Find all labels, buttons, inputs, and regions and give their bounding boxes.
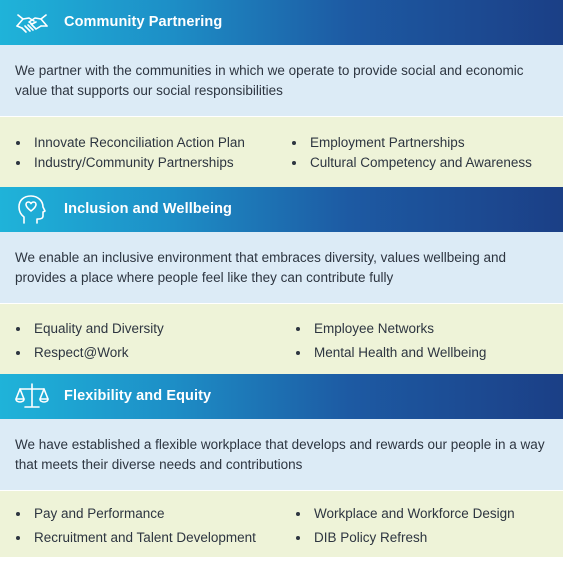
section-title: Flexibility and Equity: [64, 388, 212, 404]
section-bullets: [0, 304, 563, 374]
section-description: [0, 45, 563, 116]
bullet-list-left: [14, 133, 245, 173]
list-item: Recruitment and Talent Development: [14, 526, 256, 550]
section-community-partnering: [0, 0, 563, 187]
bullet-list-right: [294, 502, 515, 550]
list-item: Employee Networks: [294, 317, 486, 341]
list-item: Employment Partnerships: [290, 133, 532, 153]
head-heart-icon: [14, 193, 50, 225]
section-header: [0, 187, 563, 232]
bullet-list-right: [294, 317, 486, 365]
section-inclusion-wellbeing: [0, 187, 563, 374]
section-header: [0, 374, 563, 419]
section-bullets: [0, 117, 563, 187]
handshake-icon: [14, 6, 50, 38]
description-text: We partner with the communities in which we operate to provide social and economic value that supports our social responsibilities: [15, 62, 524, 98]
bullet-list-left: [14, 317, 164, 365]
section-description: [0, 419, 563, 490]
section-bullets: [0, 491, 563, 557]
scales-icon: [14, 380, 50, 412]
description-text: We have established a flexible workplace that develops and rewards our people in a way that meets their diverse needs and contributions: [15, 436, 545, 472]
list-item: Respect@Work: [14, 341, 164, 365]
list-item: Equality and Diversity: [14, 317, 164, 341]
list-item: Mental Health and Wellbeing: [294, 341, 486, 365]
section-header: [0, 0, 563, 45]
list-item: Pay and Performance: [14, 502, 256, 526]
section-title: Inclusion and Wellbeing: [64, 201, 232, 217]
description-text: We enable an inclusive environment that embraces diversity, values wellbeing and provides a place where people feel like they can contribute fully: [15, 249, 507, 285]
list-item: DIB Policy Refresh: [294, 526, 515, 550]
section-description: [0, 232, 563, 303]
bullet-list-left: [14, 502, 256, 550]
bullet-list-right: [290, 133, 532, 173]
section-title: Community Partnering: [64, 14, 223, 30]
list-item: Cultural Competency and Awareness: [290, 153, 532, 173]
section-flexibility-equity: [0, 374, 563, 557]
list-item: Innovate Reconciliation Action Plan: [14, 133, 245, 153]
list-item: Industry/Community Partnerships: [14, 153, 245, 173]
list-item: Workplace and Workforce Design: [294, 502, 515, 526]
